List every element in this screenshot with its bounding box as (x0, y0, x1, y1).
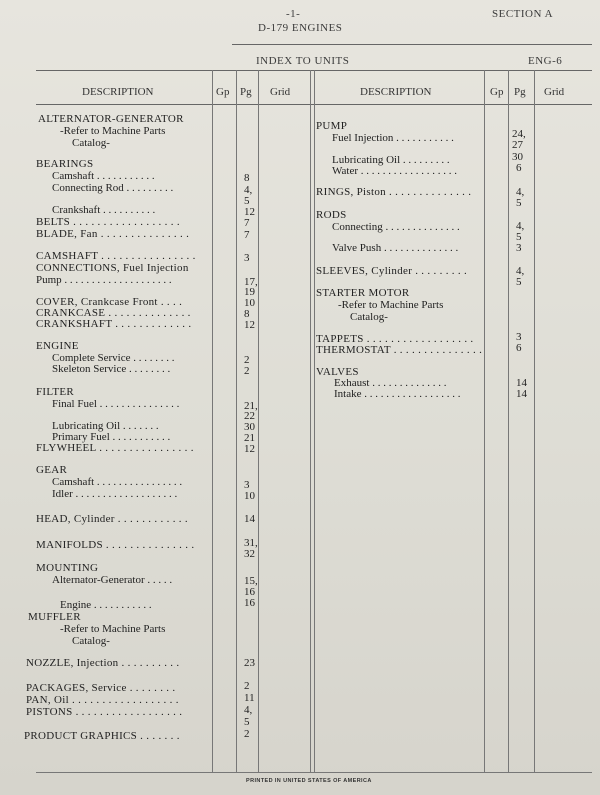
list-item: Camshaft . . . . . . . . . . . . . . . . (52, 476, 183, 488)
list-item: CONNECTIONS, Fuel Injection (36, 262, 189, 274)
list-item: Valve Push . . . . . . . . . . . . . . (332, 242, 459, 254)
left-pg-divider (258, 70, 259, 772)
list-item: -Refer to Machine Parts (338, 299, 444, 311)
page-ref: 6 (516, 162, 522, 174)
page-number: -1- (286, 8, 301, 20)
list-item: FILTER (36, 386, 75, 398)
page-ref: 11 (244, 692, 255, 704)
list-item: CAMSHAFT . . . . . . . . . . . . . . . . (36, 250, 196, 262)
list-item: Water . . . . . . . . . . . . . . . . . . (332, 165, 457, 177)
page-ref: 5 (244, 195, 250, 207)
page-ref: 31, (244, 537, 258, 549)
list-item: Connecting Rod . . . . . . . . . (52, 182, 174, 194)
page-ref: 12 (244, 319, 255, 331)
list-item: STARTER MOTOR (316, 287, 410, 299)
list-item: Engine . . . . . . . . . . . (60, 599, 152, 611)
page-ref: 4, (516, 220, 525, 232)
page-ref: 10 (244, 297, 255, 309)
header-rule (232, 44, 592, 45)
page-ref: 6 (516, 342, 522, 354)
list-item: VALVES (316, 366, 359, 378)
page-ref: 14 (516, 377, 527, 389)
right-pg-divider (534, 70, 535, 772)
list-item: Catalog- (72, 635, 110, 647)
page-ref: 21, (244, 400, 258, 412)
page-ref: 5 (244, 716, 250, 728)
list-item: Exhaust . . . . . . . . . . . . . . (334, 377, 447, 389)
list-item: Lubricating Oil . . . . . . . (52, 420, 159, 432)
document-subtitle: D-179 ENGINES (258, 22, 343, 34)
page-ref: 5 (516, 197, 522, 209)
index-title: INDEX TO UNITS (256, 55, 350, 67)
page-ref: 4, (244, 704, 253, 716)
page-ref: 5 (516, 231, 522, 243)
list-item: Idler . . . . . . . . . . . . . . . . . . . (52, 488, 178, 500)
list-item: HEAD, Cylinder . . . . . . . . . . . . (36, 513, 188, 525)
list-item: MANIFOLDS . . . . . . . . . . . . . . . (36, 539, 195, 551)
page-ref: 4, (244, 184, 253, 196)
left-pg-header: Pg (240, 86, 252, 98)
list-item: CRANKSHAFT . . . . . . . . . . . . . (36, 318, 192, 330)
left-desc-divider (212, 70, 213, 772)
list-item: Catalog- (350, 311, 388, 323)
page-ref: 2 (244, 680, 250, 692)
list-item: MOUNTING (36, 562, 99, 574)
list-item: RODS (316, 209, 347, 221)
list-item: ENGINE (36, 340, 79, 352)
page-ref: 3 (244, 479, 250, 491)
list-item: BLADE, Fan . . . . . . . . . . . . . . . (36, 228, 190, 240)
page-ref: 17, (244, 276, 258, 288)
page-ref: 12 (244, 206, 255, 218)
left-gp-header: Gp (216, 86, 230, 98)
page-ref: 15, (244, 575, 258, 587)
list-item: Intake . . . . . . . . . . . . . . . . . . (334, 388, 461, 400)
page-ref: 14 (244, 513, 255, 525)
page-ref: 4, (516, 186, 525, 198)
page-ref: 8 (244, 308, 250, 320)
page-ref: 2 (244, 354, 250, 366)
table-bottom-rule (36, 772, 592, 773)
list-item: FLYWHEEL . . . . . . . . . . . . . . . . (36, 442, 194, 454)
right-grid-header: Grid (544, 86, 565, 98)
center-divider (310, 70, 311, 772)
list-item: PRODUCT GRAPHICS . . . . . . . (24, 730, 180, 742)
list-item: Final Fuel . . . . . . . . . . . . . . . (52, 398, 180, 410)
list-item: CRANKCASE . . . . . . . . . . . . . . (36, 307, 191, 319)
list-item: Connecting . . . . . . . . . . . . . . (332, 221, 460, 233)
page-ref: 16 (244, 586, 255, 598)
list-item: RINGS, Piston . . . . . . . . . . . . . . (316, 186, 472, 198)
left-gp-divider (236, 70, 237, 772)
right-desc-divider (484, 70, 485, 772)
center-divider-2 (314, 70, 315, 772)
list-item: Alternator-Generator . . . . . (52, 574, 173, 586)
printed-in-usa-footer: PRINTED IN UNITED STATES OF AMERICA (246, 778, 372, 784)
list-item: Complete Service . . . . . . . . (52, 352, 175, 364)
list-item: GEAR (36, 464, 68, 476)
page-ref: 27 (512, 139, 523, 151)
page-ref: 7 (244, 217, 250, 229)
page-ref: 23 (244, 657, 255, 669)
list-item: THERMOSTAT . . . . . . . . . . . . . . . (316, 344, 483, 356)
page-ref: 14 (516, 388, 527, 400)
list-item: COVER, Crankcase Front . . . . (36, 296, 183, 308)
list-item: ALTERNATOR-GENERATOR (38, 113, 184, 125)
page-ref: 7 (244, 229, 250, 241)
page-ref: 2 (244, 728, 250, 740)
page-ref: 3 (516, 331, 522, 343)
list-item: PUMP (316, 120, 348, 132)
list-item: Lubricating Oil . . . . . . . . . (332, 154, 450, 166)
list-item: SLEEVES, Cylinder . . . . . . . . . (316, 265, 468, 277)
list-item: Fuel Injection . . . . . . . . . . . (332, 132, 454, 144)
list-item: PISTONS . . . . . . . . . . . . . . . . . . (26, 706, 183, 718)
page-ref: 16 (244, 597, 255, 609)
page-ref: 8 (244, 172, 250, 184)
list-item: MUFFLER (28, 611, 81, 623)
page-ref: 10 (244, 490, 255, 502)
right-gp-divider (508, 70, 509, 772)
list-item: BELTS . . . . . . . . . . . . . . . . . . (36, 216, 180, 228)
page-ref: 24, (512, 128, 526, 140)
page-ref: 4, (516, 265, 525, 277)
list-item: TAPPETS . . . . . . . . . . . . . . . . . . (316, 333, 474, 345)
list-item: BEARINGS (36, 158, 94, 170)
page-ref: 5 (516, 276, 522, 288)
list-item: -Refer to Machine Parts (60, 125, 166, 137)
list-item: PAN, Oil . . . . . . . . . . . . . . . . . . (26, 694, 179, 706)
list-item: Primary Fuel . . . . . . . . . . . (52, 431, 171, 443)
page-ref: 32 (244, 548, 255, 560)
page-ref: 22 (244, 410, 255, 422)
list-item: NOZZLE, Injection . . . . . . . . . . (26, 657, 180, 669)
page-ref: 3 (516, 242, 522, 254)
list-item: -Refer to Machine Parts (60, 623, 166, 635)
left-grid-header: Grid (270, 86, 291, 98)
page-ref: 2 (244, 365, 250, 377)
list-item: Catalog- (72, 137, 110, 149)
right-description-header: DESCRIPTION (360, 86, 432, 98)
section-label: SECTION A (492, 8, 554, 20)
list-item: Camshaft . . . . . . . . . . . (52, 170, 155, 182)
right-gp-header: Gp (490, 86, 504, 98)
list-item: Skeleton Service . . . . . . . . (52, 363, 171, 375)
page-ref: 30 (512, 151, 523, 163)
list-item: Crankshaft . . . . . . . . . . (52, 204, 156, 216)
page-ref: 12 (244, 443, 255, 455)
page-ref: 3 (244, 252, 250, 264)
left-description-header: DESCRIPTION (82, 86, 154, 98)
right-pg-header: Pg (514, 86, 526, 98)
doc-code: ENG-6 (528, 55, 563, 67)
list-item: Pump . . . . . . . . . . . . . . . . . . . . (36, 274, 172, 286)
list-item: PACKAGES, Service . . . . . . . . (26, 682, 176, 694)
page-ref: 19 (244, 286, 255, 298)
page-ref: 21 (244, 432, 255, 444)
page-ref: 30 (244, 421, 255, 433)
